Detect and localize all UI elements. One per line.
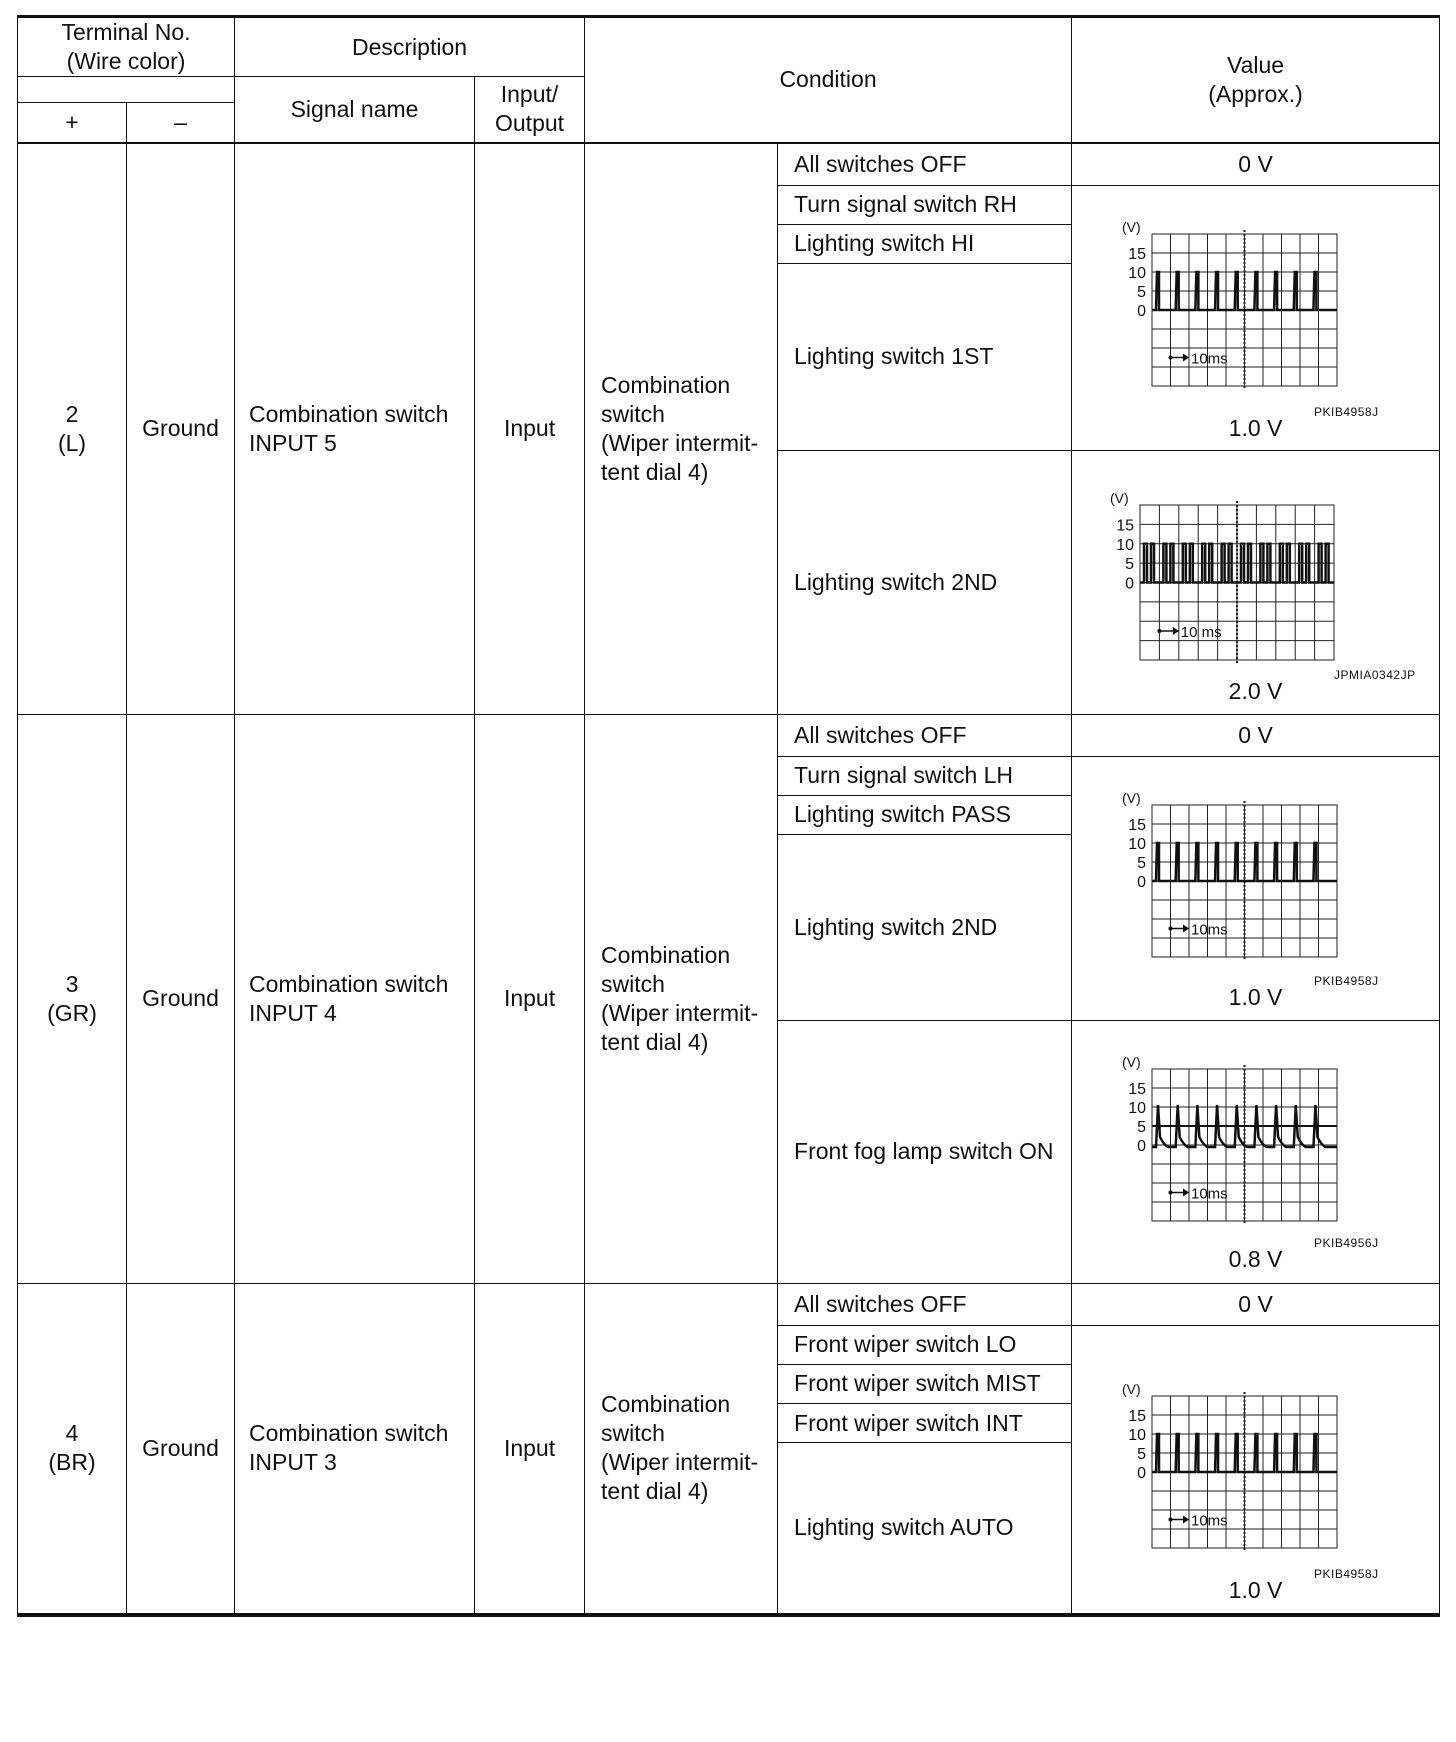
waveform-cell [1072, 1020, 1440, 1283]
waveform-value: 1.0 V [1228, 414, 1283, 441]
scope-unit-label: (V) [1122, 218, 1141, 235]
condition-item: Lighting switch AUTO [778, 1443, 1072, 1615]
condition-item: Lighting switch HI [778, 224, 1072, 263]
figure-id: JPMIA0342JP [1334, 667, 1416, 682]
terminal-plus: 2 (L) [18, 143, 127, 715]
scope-tick-label: 15 [1128, 245, 1147, 263]
waveform-value: 0.8 V [1228, 1245, 1283, 1272]
condition-item: Turn signal switch LH [778, 756, 1072, 795]
scope-tick-label: 0 [1137, 1137, 1147, 1155]
scope-tick-label: 5 [1137, 854, 1147, 872]
scope-tick-label: 0 [1125, 575, 1135, 592]
header-minus: – [127, 103, 235, 143]
condition-item: Turn signal switch RH [778, 185, 1072, 224]
header-value: Value (Approx.) [1072, 17, 1440, 143]
terminal-minus: Ground [127, 714, 235, 1283]
scope-tick-label: 10 [1128, 1099, 1147, 1117]
condition-item: Front wiper switch LO [778, 1325, 1072, 1364]
terminal-plus: 4 (BR) [18, 1283, 127, 1615]
terminal-plus: 3 (GR) [18, 714, 127, 1283]
timebase-label: 10ms [1191, 1512, 1228, 1529]
signal-name: Combination switch INPUT 4 [235, 714, 475, 1283]
condition-item: Front wiper switch INT [778, 1404, 1072, 1443]
timebase-label: 10ms [1191, 1185, 1228, 1202]
signal-name: Combination switch INPUT 3 [235, 1283, 475, 1615]
terminal-minus: Ground [127, 1283, 235, 1615]
scope-unit-label: (V) [1110, 489, 1129, 506]
scope-tick-label: 10 [1116, 536, 1135, 554]
condition-value: 0 V [1072, 714, 1440, 756]
condition-item: Lighting switch PASS [778, 795, 1072, 834]
scope-tick-label: 15 [1128, 816, 1147, 834]
header-condition: Condition [585, 17, 1072, 143]
waveform-cell [1072, 756, 1440, 1020]
condition-main: Combination switch (Wiper intermit- tent dial 4) [585, 143, 778, 715]
oscilloscope-waveform [1072, 1326, 1440, 1613]
scope-unit-label: (V) [1122, 789, 1141, 806]
waveform-value: 2.0 V [1228, 677, 1283, 704]
waveform-cell [1072, 185, 1440, 450]
scope-tick-label: 15 [1116, 516, 1135, 534]
input-output: Input [475, 714, 585, 1283]
scope-tick-label: 5 [1137, 1445, 1147, 1463]
scope-tick-label: 10 [1128, 264, 1147, 282]
waveform-cell [1072, 450, 1440, 714]
figure-id: PKIB4956J [1314, 1235, 1379, 1250]
header-description: Description [235, 17, 585, 77]
scope-tick-label: 5 [1137, 283, 1147, 301]
scope-unit-label: (V) [1122, 1380, 1141, 1397]
condition-item: Lighting switch 1ST [778, 263, 1072, 450]
condition-item: Front wiper switch MIST [778, 1364, 1072, 1403]
timebase-label: 10ms [1191, 350, 1228, 367]
terminal-spec-table [17, 15, 1440, 1617]
condition-item: All switches OFF [778, 1283, 1072, 1325]
oscilloscope-waveform [1072, 186, 1440, 450]
waveform-value: 1.0 V [1228, 983, 1283, 1010]
condition-value: 0 V [1072, 1283, 1440, 1325]
condition-value: 0 V [1072, 143, 1440, 186]
condition-item: Front fog lamp switch ON [778, 1020, 1072, 1283]
scope-tick-label: 5 [1137, 1118, 1147, 1136]
condition-item: All switches OFF [778, 714, 1072, 756]
signal-name: Combination switch INPUT 5 [235, 143, 475, 715]
scope-tick-label: 15 [1128, 1407, 1147, 1425]
waveform-value: 1.0 V [1228, 1576, 1283, 1603]
scope-tick-label: 0 [1137, 1464, 1147, 1482]
header-terminal-no: Terminal No. (Wire color) [18, 17, 235, 77]
timebase-label: 10 ms [1180, 623, 1222, 641]
condition-main: Combination switch (Wiper intermit- tent dial 4) [585, 714, 778, 1283]
condition-item: Lighting switch 2ND [778, 834, 1072, 1020]
condition-item: Lighting switch 2ND [778, 450, 1072, 714]
header-wire-spacer [18, 77, 235, 103]
figure-id: PKIB4958J [1314, 404, 1379, 419]
header-plus: + [18, 103, 127, 143]
scope-tick-label: 0 [1137, 302, 1147, 320]
condition-item: All switches OFF [778, 143, 1072, 186]
figure-id: PKIB4958J [1314, 1566, 1379, 1581]
oscilloscope-waveform [1072, 1021, 1440, 1283]
terminal-minus: Ground [127, 143, 235, 715]
input-output: Input [475, 143, 585, 715]
timebase-label: 10ms [1191, 921, 1228, 938]
scope-tick-label: 15 [1128, 1080, 1147, 1098]
input-output: Input [475, 1283, 585, 1615]
condition-main: Combination switch (Wiper intermit- tent dial 4) [585, 1283, 778, 1615]
header-input-output: Input/ Output [475, 77, 585, 143]
scope-tick-label: 10 [1128, 835, 1147, 853]
scope-tick-label: 5 [1125, 555, 1135, 573]
header-signal-name: Signal name [235, 77, 475, 143]
scope-tick-label: 0 [1137, 873, 1147, 891]
figure-id: PKIB4958J [1314, 973, 1379, 988]
scope-tick-label: 10 [1128, 1426, 1147, 1444]
waveform-cell [1072, 1325, 1440, 1615]
oscilloscope-waveform [1072, 757, 1440, 1020]
scope-unit-label: (V) [1122, 1053, 1141, 1070]
